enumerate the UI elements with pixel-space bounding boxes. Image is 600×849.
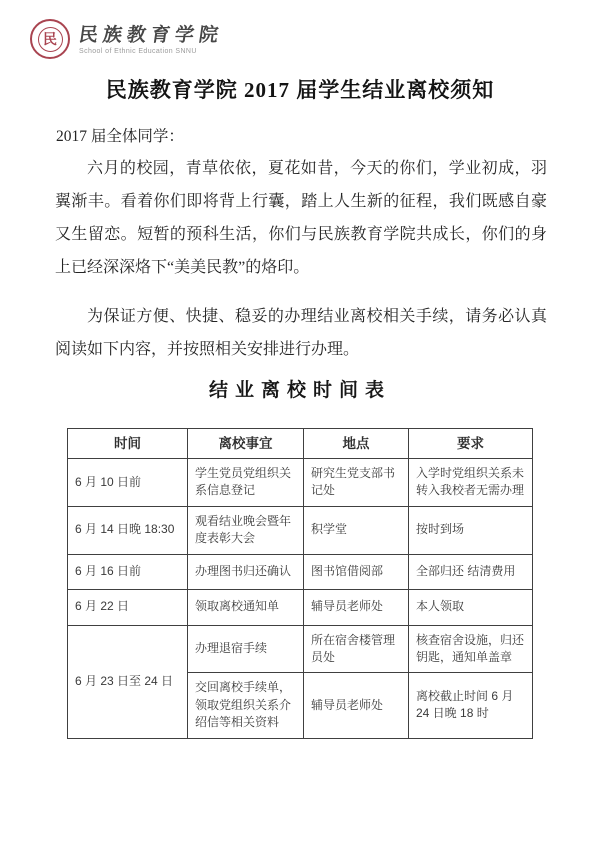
table-cell-task: 领取离校通知单 [188, 589, 304, 625]
table-cell-place: 辅导员老师处 [304, 673, 409, 738]
table-cell-place: 辅导员老师处 [304, 589, 409, 625]
table-row [68, 506, 533, 554]
table-cell-place: 所在宿舍楼管理员处 [304, 625, 409, 673]
page-title: 民族教育学院 2017 届学生结业离校须知 [105, 78, 495, 102]
table-cell-time: 6 月 22 日 [68, 589, 188, 625]
school-seal-icon [30, 19, 70, 59]
col-header-task: 离校事宜 [188, 429, 304, 459]
table-cell-requirement: 离校截止时间 6 月 24 日晚 18 时 [409, 673, 533, 738]
table-cell-requirement: 按时到场 [409, 506, 533, 554]
logo-calligraphy: 民族教育学院 [77, 23, 225, 46]
table-cell-place: 积学堂 [304, 506, 409, 554]
paragraph-instruction: 为保证方便、快捷、稳妥的办理结业离校相关手续，请务必认真阅读如下内容，并按照相关安排进行办理。 [55, 308, 547, 358]
col-header-place: 地点 [304, 429, 409, 459]
logo-text-block [79, 24, 223, 55]
col-header-requirement: 要求 [409, 429, 533, 459]
table-cell-time: 6 月 16 日前 [68, 554, 188, 589]
paragraph-intro: 六月的校园，青草依依，夏花如昔，今天的你们，学业初成，羽翼渐丰。看着你们即将背上行囊，踏上人生新的征程，我们既感自豪又生留恋。短暂的预科生活，你们与民族教育学院共成长，你们的身上已经深深烙下“美美民教”的烙印。 [55, 160, 547, 276]
table-cell-requirement: 核查宿舍设施，归还钥匙，通知单盖章 [409, 625, 533, 673]
table-cell-time: 6 月 14 日晚 18:30 [68, 506, 188, 554]
logo-english-subtitle: School of Ethnic Education SNNU [79, 47, 197, 55]
seal-character: 民 [38, 27, 63, 52]
table-header-row [68, 429, 533, 459]
table-row [68, 625, 533, 673]
salutation: 2017 届全体同学： [56, 128, 184, 145]
col-header-time: 时间 [68, 429, 188, 459]
table-cell-requirement: 全部归还 结清费用 [409, 554, 533, 589]
table-title: 结业离校时间表 [208, 379, 391, 401]
school-logo [30, 19, 223, 59]
table-cell-task: 交回离校手续单，领取党组织关系介绍信等相关资料 [188, 673, 304, 738]
table-cell-task: 观看结业晚会暨年度表彰大会 [188, 506, 304, 554]
table-cell-place: 研究生党支部书记处 [304, 459, 409, 507]
table-row [68, 554, 533, 589]
table-cell-task: 办理退宿手续 [188, 625, 304, 673]
table-row [68, 589, 533, 625]
table-row [68, 459, 533, 507]
schedule-table [67, 428, 533, 739]
table-cell-time: 6 月 23 日至 24 日 [68, 625, 188, 738]
table-cell-time: 6 月 10 日前 [68, 459, 188, 507]
table-cell-place: 图书馆借阅部 [304, 554, 409, 589]
table-cell-requirement: 本人领取 [409, 589, 533, 625]
table-cell-requirement: 入学时党组织关系未转入我校者无需办理 [409, 459, 533, 507]
table-cell-task: 学生党员党组织关系信息登记 [188, 459, 304, 507]
table-cell-task: 办理图书归还确认 [188, 554, 304, 589]
